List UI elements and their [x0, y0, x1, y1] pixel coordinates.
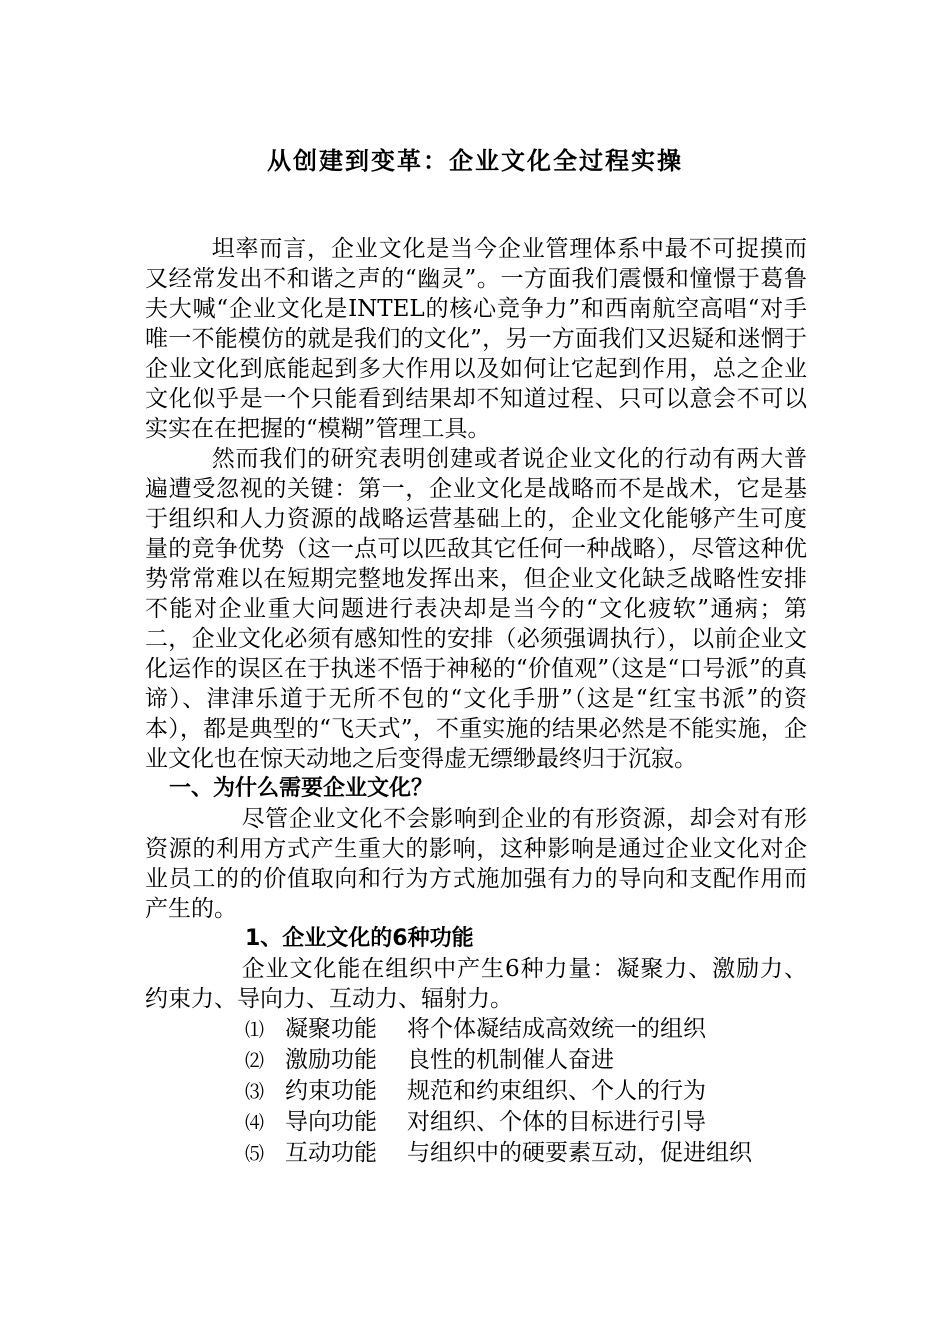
- list-item: [145, 1107, 807, 1138]
- intro-paragraph-2: 然而我们的研究表明创建或者说企业文化的行动有两大普遍遭受忽视的关键：第一，企业文化是战略而不是战术，它是基于组织和人力资源的战略运营基础上的，企业文化能够产生可度量的竞争优势（这一点可以匹敌其它任何一种战略），尽管这种优势常常难以在短期完整地发挥出来，但企业文化缺乏战略性安排不能对企业重大问题进行表决却是当今的“文化疲软”通病；第二，企业文化必须有感知性的安排（必须强调执行），以前企业文化运作的误区在于执迷不悟于神秘的“价值观”（这是“口号派”的真谛）、津津乐道于无所不包的“文化手册”（这是“红宝书派”的资本），都是典型的“飞天式”，不重实施的结果必然是不能实施，企业文化也在惊天动地之后变得虚无缥缈最终归于沉寂。: [145, 446, 807, 772]
- list-item-description: 将个体凝结成高效统一的组织: [407, 1016, 706, 1042]
- list-item-description: 良性的机制催人奋进: [407, 1047, 614, 1073]
- list-item-number: ⑷: [245, 1112, 265, 1134]
- list-item: [145, 1014, 807, 1045]
- document-title: 从创建到变革：企业文化全过程实操: [267, 147, 683, 175]
- list-item-description: 对组织、个体的目标进行引导: [407, 1109, 706, 1135]
- function-list: [145, 1014, 807, 1169]
- list-item: [145, 1138, 807, 1169]
- list-item: [145, 1045, 807, 1076]
- section1-paragraph: 尽管企业文化不会影响到企业的有形资源，却会对有形资源的利用方式产生重大的影响，这种影响是通过企业文化对企业员工的的价值取向和行为方式施加强有力的导向和支配作用而产生的。: [145, 806, 807, 922]
- list-item-number: ⑴: [245, 1019, 265, 1041]
- list-item-name: 激励功能: [285, 1047, 377, 1073]
- intro-paragraph-1: 坦率而言，企业文化是当今企业管理体系中最不可捉摸而又经常发出不和谐之声的“幽灵”。一方面我们震慑和憧憬于葛鲁夫大喊“企业文化是INTEL的核心竞争力”和西南航空高唱“对手唯一不能模仿的就是我们的文化”，另一方面我们又迟疑和迷惘于企业文化到底能起到多大作用以及如何让它起到作用，总之企业文化似乎是一个只能看到结果却不知道过程、只可以意会不可以实实在在把握的“模糊”管理工具。: [145, 236, 807, 442]
- list-item: [145, 1076, 807, 1107]
- subsection-paragraph: 企业文化能在组织中产生6种力量：凝聚力、激励力、约束力、导向力、互动力、辐射力。: [145, 956, 807, 1012]
- list-item-number: ⑶: [245, 1081, 265, 1103]
- list-item-name: 互动功能: [285, 1140, 377, 1166]
- list-item-name: 导向功能: [285, 1109, 377, 1135]
- list-item-name: 约束功能: [285, 1078, 377, 1104]
- section-heading-why-culture: 一、为什么需要企业文化？: [169, 776, 434, 801]
- document-body: [145, 234, 807, 1169]
- list-item-number: ⑵: [245, 1050, 265, 1072]
- list-item-number: ⑸: [245, 1143, 265, 1165]
- list-item-name: 凝聚功能: [285, 1016, 377, 1042]
- list-item-description: 与组织中的硬要素互动，促进组织: [407, 1140, 752, 1166]
- list-item-description: 规范和约束组织、个人的行为: [407, 1078, 706, 1104]
- subsection-heading-six-functions: 1、企业文化的6种功能: [245, 926, 474, 951]
